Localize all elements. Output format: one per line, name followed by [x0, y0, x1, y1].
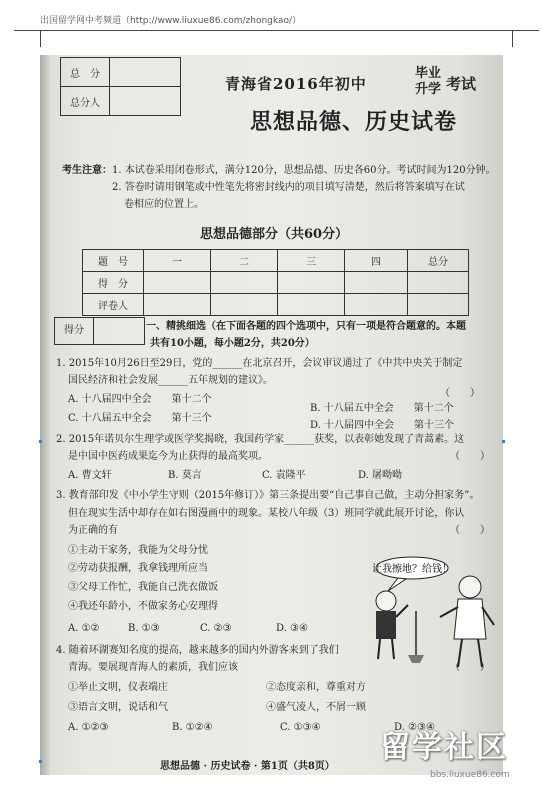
grid-row-label: 评卷人: [83, 294, 144, 316]
notice-item-1: 1. 本试卷采用闭卷形式，满分120分，思想品德、历史各60分。考试时间为120分钟。: [112, 165, 496, 176]
q2-option-a: A. 曹文轩: [68, 470, 112, 481]
blue-scan-mark: [39, 760, 42, 763]
q4-stem-1: 4. 随着环湖赛知名度的提高，越来越多的国内外游客来到了我们: [56, 645, 339, 656]
adult-arm: [440, 607, 458, 617]
header-url: 出国留学网中考频道（http://www.liuxue86.com/zhongkao/）: [40, 16, 301, 26]
q3-answer-paren: （ ）: [450, 525, 490, 536]
blue-scan-mark: [39, 440, 42, 443]
q4-answer-paren: （ ）: [450, 662, 490, 673]
part-score-label: 得分: [55, 318, 94, 344]
grid-cell: [144, 294, 211, 316]
scan-shadow: [40, 55, 50, 775]
title-tail: 考试: [446, 75, 477, 93]
grid-header: 一: [144, 250, 211, 272]
crop-mark-right: [512, 30, 539, 47]
grid-header: 总分: [408, 250, 469, 272]
q1-option-d: D. 十八届四中全会 第十三个: [310, 420, 455, 431]
q4-choice-d: D. ②③④: [394, 722, 435, 733]
grid-header: 题 号: [83, 250, 144, 272]
q1-option-c: C. 十八届五中全会 第十三个: [68, 413, 212, 424]
score-table: [60, 57, 181, 116]
q1-answer-paren: （ ）: [440, 388, 480, 399]
score-grid: [82, 249, 469, 316]
adult-body: [454, 599, 486, 639]
grid-row-label: 得 分: [83, 272, 144, 294]
watermark-url: bbs.liuxue86.com: [430, 770, 510, 780]
q2-option-b: B. 莫言: [168, 470, 202, 481]
grid-cell: [345, 294, 408, 316]
child-arm: [396, 605, 408, 617]
title-line-1: 青海省2016年初中: [225, 75, 367, 93]
score-total-label: 总 分: [61, 58, 110, 87]
part-score-box: [54, 317, 145, 345]
title-stack-bottom: 升学: [415, 82, 442, 97]
q4-choice-a: A. ①②③: [68, 722, 109, 733]
score-grader-box: [110, 87, 181, 116]
speech-bubble-tail: [388, 578, 406, 591]
q3-choice-a: A. ①②: [68, 623, 100, 634]
q4-choice-b: B. ①②④: [172, 722, 213, 733]
grid-cell: [408, 294, 469, 316]
q3-option-3: ③父母工作忙，我能自己洗衣做饭: [68, 582, 218, 593]
q2-option-d: D. 屠呦呦: [358, 470, 403, 481]
title-stack: [415, 66, 441, 98]
child-leg: [378, 639, 380, 659]
q1-option-b: B. 十八届五中全会 第十二个: [310, 403, 454, 414]
q3-stem-3: 为正确的有: [68, 525, 118, 536]
section-title: 思想品德部分（共60分）: [200, 227, 349, 242]
q3-stem-1: 3. 教育部印发《中小学生守则（2015年修订）》第三条提出要“自己事自己做，主动分担家务”。: [56, 490, 480, 501]
grid-cell: [211, 272, 278, 294]
q1-stem-1: 1. 2015年10月26日至29日，党的______在北京召开，会议审议通过了《中共中央关于制定: [56, 358, 463, 369]
q3-option-4: ④我还年龄小，不做家务心安理得: [68, 601, 218, 612]
q4-option-3: ③语言文明，说话和气: [68, 702, 168, 713]
notice-label: 考生注意：: [62, 165, 112, 176]
notice-item-2b: 卷相应的位置上。: [124, 199, 204, 210]
q2-answer-paren: （ ）: [450, 451, 490, 462]
part1-instruction-1: 一、精挑细选（在下面各题的四个选项中，只有一项是符合题意的。本题: [146, 321, 466, 332]
child-body: [376, 611, 396, 639]
q3-option-1: ①主动干家务，我能为父母分忧: [68, 545, 208, 556]
q1-option-a: A. 十八届四中全会 第十二个: [68, 394, 212, 405]
q3-option-2: ②劳动获报酬，我拿钱理所应当: [68, 563, 208, 574]
blue-scan-mark: [502, 440, 505, 443]
q2-stem-2: 是中国中医药成果迄今为止获得的最高奖项。: [68, 451, 268, 462]
crop-mark-left: [14, 30, 41, 47]
child-head: [376, 591, 396, 611]
exam-paper: [40, 55, 503, 775]
q3-choice-b: B. ①③: [128, 623, 160, 634]
grid-cell: [345, 272, 408, 294]
q4-choice-c: C. ①③④: [280, 722, 321, 733]
speech-bubble-text: 让我擦地？给钱！: [372, 564, 452, 575]
watermark-logo: [380, 722, 508, 766]
notice-item-2a: 2. 答卷时请用钢笔或中性笔先将密封线内的项目填写清楚，然后将答案填写在试: [112, 182, 465, 193]
mop-head: [408, 655, 424, 663]
grid-header: 二: [211, 250, 278, 272]
grid-cell: [408, 272, 469, 294]
adult-head: [459, 576, 481, 598]
header-rule: [40, 30, 512, 31]
grid-header: 三: [278, 250, 345, 272]
q3-stem-2: 但在现实生活中却存在如右图漫画中的现象。某校八年级（3）班同学就此展开讨论，你认: [68, 508, 465, 519]
q1-stem-2: 国民经济和社会发展______五年规划的建议》。: [68, 375, 273, 386]
grid-cell: [278, 272, 345, 294]
part1-instruction-2: 共有10小题，每小题2分，共20分）: [150, 338, 315, 349]
child-leg: [392, 639, 394, 659]
part-score-blank: [94, 318, 144, 344]
grid-cell: [211, 294, 278, 316]
watermark-text: 留学社区: [380, 730, 508, 765]
q2-stem-1: 2. 2015年诺贝尔生理学或医学奖揭晓，我国药学家______获奖，以表彰她发现了青蒿素。这: [56, 434, 465, 445]
q4-option-1: ①举止文明，仪表端庄: [68, 682, 168, 693]
grid-header: 四: [345, 250, 408, 272]
cartoon-illustration: [358, 555, 503, 670]
q3-choice-d: D. ③④: [276, 623, 308, 634]
grid-cell: [144, 272, 211, 294]
q4-stem-2: 青海。要展现青海人的素质，我们应该: [68, 662, 238, 673]
q4-option-4: ④盛气凌人，不屑一顾: [266, 702, 366, 713]
q4-option-2: ②态度亲和，尊重对方: [266, 682, 366, 693]
score-grader-label: 总分人: [61, 87, 110, 116]
notice-line-1: [62, 162, 496, 179]
score-total-box: [110, 58, 181, 87]
title-stack-top: 毕业: [415, 66, 442, 81]
q3-choice-c: C. ②③: [200, 623, 232, 634]
grid-cell: [278, 294, 345, 316]
page-footer: 思想品德 · 历史试卷 · 第1页（共8页）: [160, 761, 335, 772]
q2-option-c: C. 袁隆平: [262, 470, 306, 481]
exam-title: 思想品德、历史试卷: [250, 109, 458, 135]
